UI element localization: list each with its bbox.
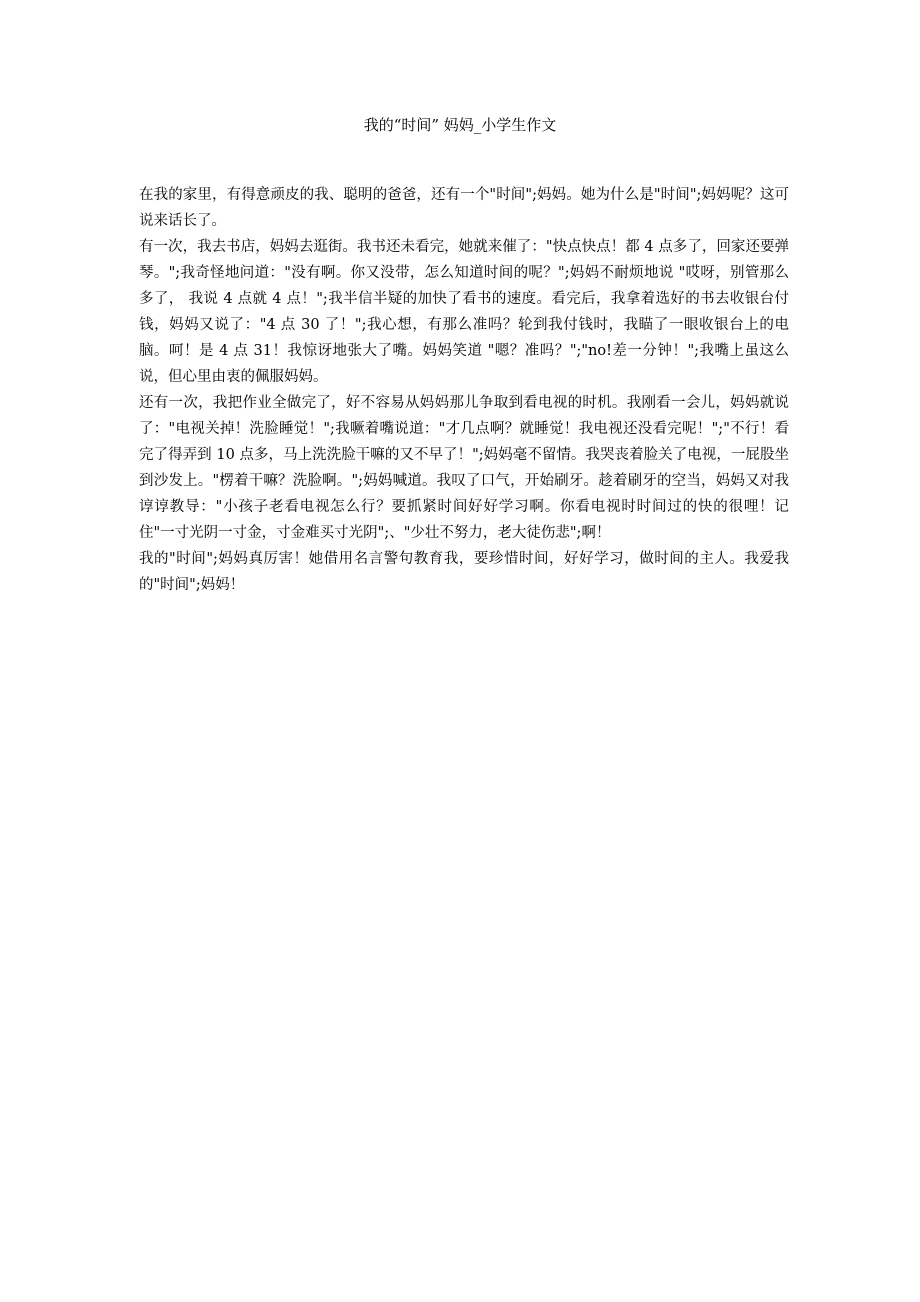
document-body <box>139 182 789 598</box>
document-title: 我的“时间” 妈妈_小学生作文 <box>363 116 557 134</box>
paragraph: 有一次，我去书店，妈妈去逛街。我书还未看完，她就来催了："快点快点！都 4 点多了，回家还要弹琴。";我奇怪地问道："没有啊。你又没带，怎么知道时间的呢？";妈妈不耐烦地说 "哎呀，别管那么多了， 我说 4 点就 4 点！";我半信半疑的加快了看书的速度。看完后，我拿着选好的书去收银台付钱，妈妈又说了："4 点 30 了！";我心想，有那么准吗？轮到我付钱时，我瞄了一眼收银台上的电脑。呵！是 4 点 31！我惊讶地张大了嘴。妈妈笑道 "嗯？准吗？";"no!差一分钟！";我嘴上虽这么说，但心里由衷的佩服妈妈。 <box>139 239 789 385</box>
paragraph: 我的"时间";妈妈真厉害！她借用名言警句教育我，要珍惜时间，好好学习，做时间的主人。我爱我的"时间";妈妈！ <box>139 551 789 593</box>
paragraph: 还有一次，我把作业全做完了，好不容易从妈妈那儿争取到看电视的时机。我刚看一会儿，妈妈就说了："电视关掉！洗脸睡觉！";我噘着嘴说道："才几点啊？就睡觉！我电视还没看完呢！";"不行！看完了得弄到 10 点多，马上洗洗脸干嘛的又不早了！";妈妈毫不留情。我哭丧着脸关了电视，一屁股坐到沙发上。"楞着干嘛？洗脸啊。";妈妈喊道。我叹了口气，开始刷牙。趁着刷牙的空当，妈妈又对我谆谆教导："小孩子老看电视怎么行？要抓紧时间好好学习啊。你看电视时时间过的快的很哩！记住"一寸光阴一寸金，寸金难买寸光阴";、"少壮不努力，老大徒伤悲";啊！ <box>139 395 789 541</box>
paragraph: 在我的家里，有得意顽皮的我、聪明的爸爸，还有一个"时间";妈妈。她为什么是"时间";妈妈呢？这可说来话长了。 <box>139 187 789 229</box>
